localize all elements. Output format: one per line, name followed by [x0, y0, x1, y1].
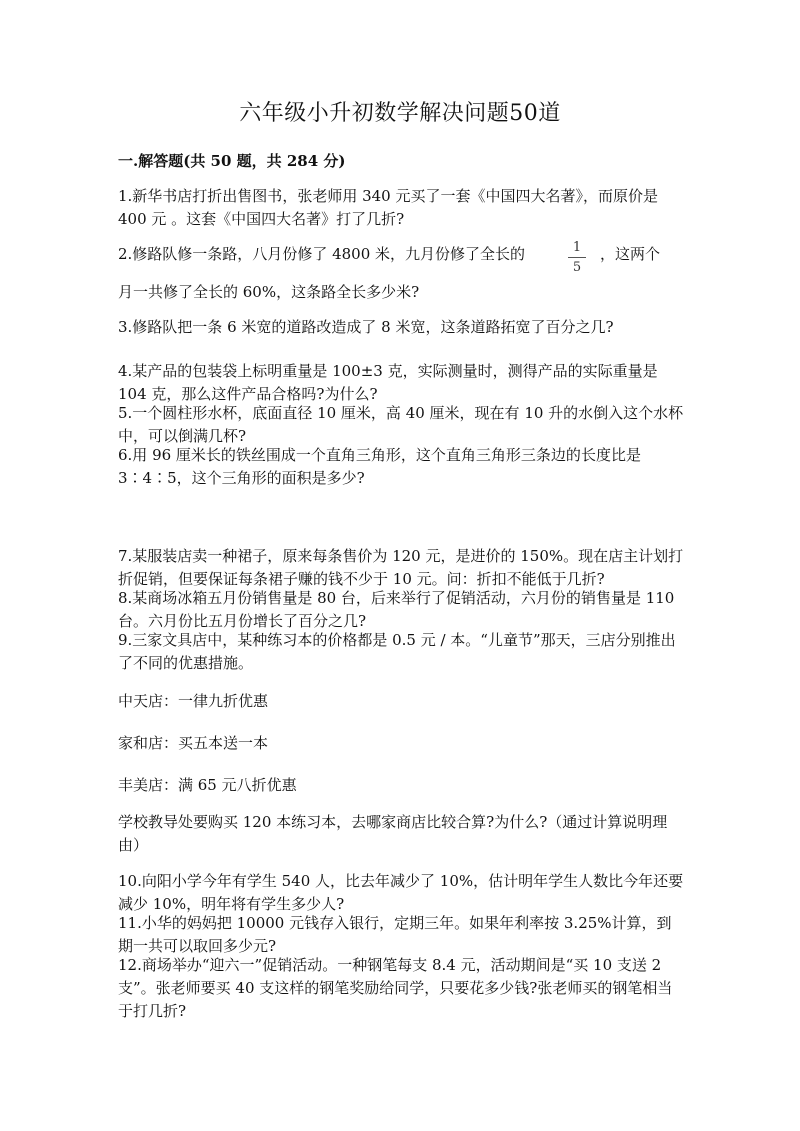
question-9: 9.三家文具店中，某种练习本的价格都是 0.5 元 / 本。“儿童节”那天，三店分别推出了不同的优惠措施。 — [118, 631, 676, 672]
question-9-ask: 学校教导处要购买 120 本练习本，去哪家商店比较合算?为什么?（通过计算说明理由） — [118, 813, 668, 854]
question-2-part-c: 月一共修了全长的 60%，这条路全长多少米? — [118, 283, 420, 301]
section-heading: 一.解答题(共 50 题，共 284 分) — [118, 152, 346, 170]
question-12: 12.商场举办“迎六一”促销活动。一种钢笔每支 8.4 元，活动期间是“买 10 支送 2 支”。张老师要买 40 支这样的钢笔奖励给同学，只要花多少钱?张老师买的钢笔相当于打几折? — [118, 956, 673, 1020]
question-9-store-2: 家和店：买五本送一本 — [118, 734, 269, 752]
fraction-denominator: 5 — [572, 260, 582, 275]
question-7: 7.某服装店卖一种裙子，原来每条售价为 120 元，是进价的 150%。现在店主计划打折促销，但要保证每条裙子赚的钱不少于 10 元。问：折扣不能低于几折? — [118, 547, 684, 588]
question-4: 4.某产品的包装袋上标明重量是 100±3 克，实际测量时，测得产品的实际重量是 104 克，那么这件产品合格吗?为什么? — [118, 362, 658, 403]
fraction-one-fifth — [568, 240, 586, 275]
question-10: 10.向阳小学今年有学生 540 人，比去年减少了 10%，估计明年学生人数比今年还要减少 10%，明年将有学生多少人? — [118, 872, 684, 913]
question-9-store-3: 丰美店：满 65 元八折优惠 — [118, 776, 297, 794]
question-9-store-1: 中天店：一律九折优惠 — [118, 692, 269, 710]
question-2-part-b: ，这两个 — [600, 245, 661, 263]
question-3: 3.修路队把一条 6 米宽的道路改造成了 8 米宽，这条道路拓宽了百分之几? — [118, 318, 614, 336]
question-11: 11.小华的妈妈把 10000 元钱存入银行，定期三年。如果年利率按 3.25%计算，到期一共可以取回多少元? — [118, 914, 672, 955]
question-1: 1.新华书店打折出售图书，张老师用 340 元买了一套《中国四大名著》，而原价是 400 元 。这套《中国四大名著》打了几折? — [118, 187, 658, 228]
question-6: 6.用 96 厘米长的铁丝围成一个直角三角形，这个直角三角形三条边的长度比是 3∶4∶5，这个三角形的面积是多少? — [118, 446, 641, 487]
question-2-part-a: 2.修路队修一条路，八月份修了 4800 米，九月份修了全长的 — [118, 245, 526, 263]
page-title: 六年级小升初数学解决问题50道 — [239, 101, 561, 126]
question-8: 8.某商场冰箱五月份销售量是 80 台，后来举行了促销活动，六月份的销售量是 110 台。六月份比五月份增长了百分之几? — [118, 589, 675, 630]
fraction-numerator: 1 — [568, 240, 586, 258]
question-5: 5.一个圆柱形水杯，底面直径 10 厘米，高 40 厘米，现在有 10 升的水倒入这个水杯中，可以倒满几杯? — [118, 404, 684, 445]
